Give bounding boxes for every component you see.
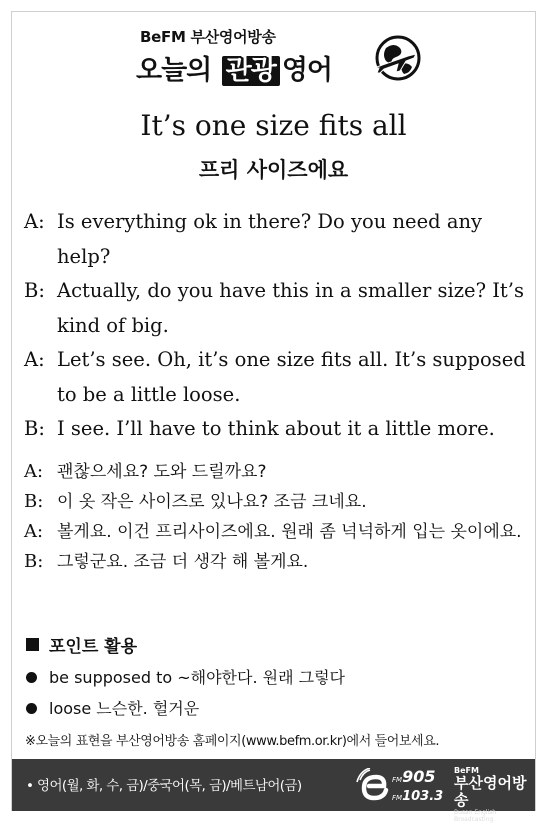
dialog-text: 그렇군요. 조금 더 생각 해 볼게요. [57, 552, 309, 572]
program-header [12, 22, 535, 102]
dialog-line [24, 517, 529, 547]
dialog-english [24, 205, 529, 447]
website-note: ※오늘의 표현을 부산영어방송 홈페이지(www.befm.or.kr)에서 들어보세요. [25, 734, 440, 749]
dot-bullet-icon [26, 703, 37, 714]
program-title [136, 48, 332, 87]
title-korean: 프리 사이즈에요 [198, 158, 349, 182]
point-item [26, 662, 345, 693]
station-name: 부산영어방송 [454, 774, 527, 809]
dialog-text: 괜찮으세요? 도와 드릴까요? [57, 462, 267, 482]
dialog-line [24, 457, 529, 487]
speaker-label: B: [24, 491, 44, 512]
station-small-label: BeFM [454, 766, 479, 775]
broadcast-schedule: • 영어(월, 화, 수, 금)/중국어(목, 금)/베트남어(금) [26, 778, 302, 794]
dialog-line [24, 343, 529, 412]
station-logo [354, 764, 532, 823]
globe-plane-icon [372, 34, 424, 84]
speaker-label: A: [24, 461, 44, 482]
frequency-block [392, 768, 443, 806]
dialog-text: Actually, do you have this in a smaller size? It’s kind of big. [57, 279, 524, 337]
dialog-line [24, 412, 529, 447]
dialog-text: 이 옷 작은 사이즈로 있나요? 조금 크네요. [57, 492, 367, 512]
dialog-korean [24, 457, 529, 577]
dialog-line [24, 205, 529, 274]
card [11, 11, 536, 823]
program-title-post: 영어 [281, 55, 332, 86]
frequency-1: FM905 [392, 767, 436, 786]
frequency-2: FM103.3 [392, 789, 444, 804]
point-heading [26, 632, 137, 657]
speaker-label: A: [24, 210, 45, 233]
dot-bullet-icon [26, 672, 37, 683]
dialog-text: 볼게요. 이건 프리사이즈에요. 원래 좀 넉넉하게 입는 옷이에요. [57, 522, 522, 542]
speaker-label: B: [24, 417, 45, 440]
speaker-label: A: [24, 521, 44, 542]
station-name-block [454, 766, 532, 823]
title-english: It’s one size fits all [140, 109, 407, 142]
speaker-label: B: [24, 279, 45, 302]
point-text: be supposed to ~해야한다. 원래 그렇다 [49, 668, 346, 687]
dialog-text: Let’s see. Oh, it’s one size fits all. It’s supposed to be a little loose. [57, 348, 526, 406]
dialog-line [24, 274, 529, 343]
station-english-name: Busan English Broadcasting [454, 809, 497, 823]
dialog-line [24, 487, 529, 517]
radio-e-icon [356, 768, 394, 804]
dialog-text: I see. I’ll have to think about it a little more. [57, 417, 495, 440]
program-title-boxed: 관광 [222, 56, 280, 86]
dialog-line [24, 547, 529, 577]
dialog-text: Is everything ok in there? Do you need any help? [57, 210, 483, 268]
point-text: loose 느슨한. 헐거운 [49, 699, 200, 718]
point-item [26, 693, 345, 724]
program-title-pre: 오늘의 [136, 55, 220, 86]
square-bullet-icon [26, 638, 39, 651]
speaker-label: B: [24, 551, 44, 572]
speaker-label: A: [24, 348, 45, 371]
brand-label: BeFM 부산영어방송 [140, 28, 276, 46]
point-heading-label: 포인트 활용 [49, 637, 138, 657]
point-list [26, 662, 345, 724]
footer-bar [12, 759, 535, 823]
